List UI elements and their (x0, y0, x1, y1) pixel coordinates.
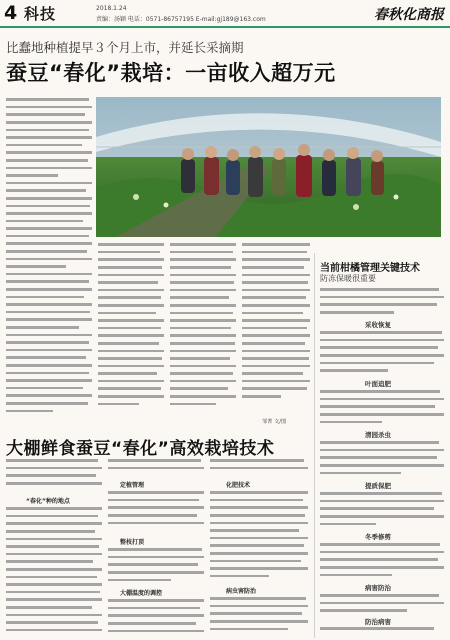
article-subtitle: 比蠢地种植提早３个月上市，并延长采摘期 (6, 40, 244, 55)
sidebar-intro (320, 287, 444, 317)
sidebar-section-body (320, 330, 444, 376)
article-headline: 蚕豆“春化”栽培：一亩收入超万元 (6, 61, 336, 85)
sidebar-section-heading: 冬季修剪 (365, 533, 391, 541)
article2-section-heading: 整枝打顶 (120, 539, 145, 546)
article2-body-col3 (210, 458, 308, 478)
article2-section-heading: 定植管理 (120, 482, 145, 489)
article-author: 邹菁 文/图 (262, 419, 287, 425)
sidebar-section-body (320, 440, 444, 478)
sidebar-section-body (320, 542, 444, 580)
sidebar-section-body (320, 491, 444, 529)
sidebar-subtitle: 防冻保暖很重要 (320, 274, 376, 283)
article2-body-col1 (6, 458, 102, 494)
issue-date: 2018.1.24 (96, 5, 127, 12)
sidebar-section-body (320, 626, 444, 636)
page-header (0, 0, 450, 28)
sidebar-section-heading: 清园杀虫 (365, 431, 391, 439)
article2-section-heading: 化肥技术 (226, 482, 251, 489)
sidebar-title: 当前柑橘管理关键技术 (320, 263, 420, 274)
sidebar-section-body (320, 389, 444, 427)
article2-body-col3b (210, 490, 308, 582)
sidebar-section-heading: 提质保肥 (365, 482, 391, 490)
article2-section-heading: 病虫害防治 (226, 588, 257, 595)
article2-section-heading: 大棚温度的调控 (120, 590, 163, 597)
article2-body-col2d (108, 598, 204, 636)
citrus-sidebar (314, 253, 448, 638)
sidebar-section-heading: 病害防治 (365, 584, 391, 592)
article2-body-col2 (108, 458, 204, 478)
article1-body-col4 (242, 242, 310, 414)
article2-body-col1b (6, 506, 102, 636)
greenhouse-photo (96, 97, 441, 237)
sidebar-section-heading: 叶面追肥 (365, 380, 391, 388)
article2-body-col3c (210, 596, 308, 636)
sidebar-section-body (320, 593, 444, 616)
article1-body-col2 (98, 242, 164, 417)
section-name: 科技 (24, 5, 57, 23)
sidebar-section-heading: 采收恢复 (365, 321, 391, 329)
sidebar-section-heading: 防治病害 (365, 618, 391, 626)
article1-body-col1 (6, 97, 92, 417)
greenhouse-photo-graphic (96, 97, 441, 237)
article2-body-col2b (108, 490, 204, 534)
newspaper-logo: 春秋化商报 (374, 7, 444, 23)
page-number: 4 (4, 2, 18, 24)
article1-body-col3 (170, 242, 236, 417)
article2-headline: 大棚鲜食蚕豆“春化”高效栽培技术 (6, 439, 275, 459)
article2-section-heading: “春化”种的地点 (26, 498, 70, 505)
article2-body-col2c (108, 547, 204, 585)
editor-contact: 责编：汤颖 电话：0571-86757195 E-mail:gj189@163.com (96, 16, 266, 23)
